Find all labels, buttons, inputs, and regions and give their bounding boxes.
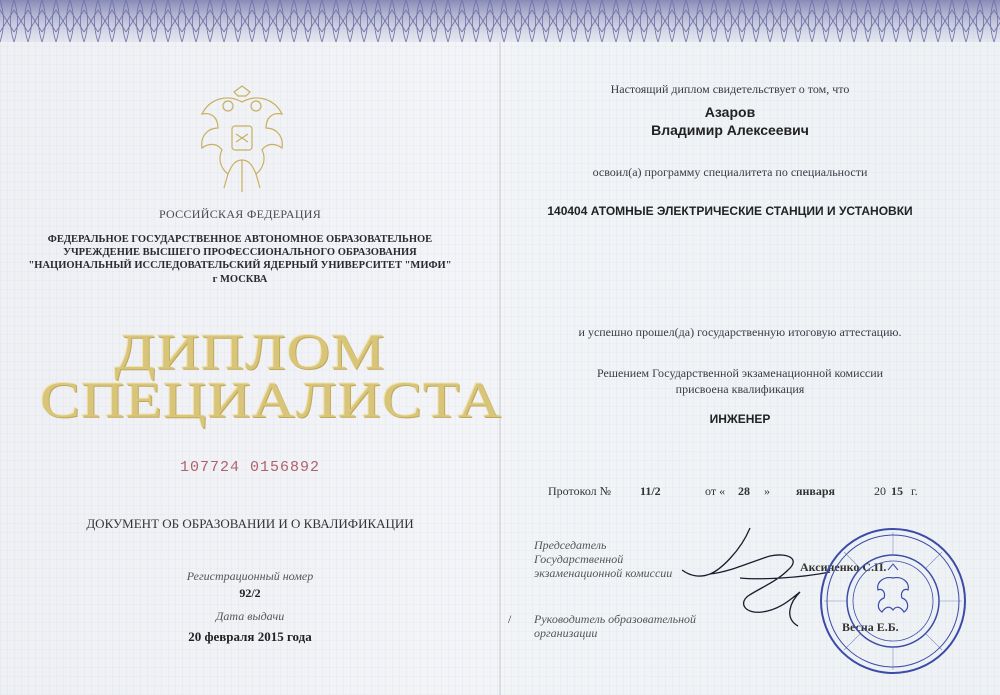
institution-line-1: ФЕДЕРАЛЬНОЕ ГОСУДАРСТВЕННОЕ АВТОНОМНОЕ ОБРАЗОВАТЕЛЬНОЕ — [47, 234, 433, 245]
commission-decision-line-2: присвоена квалификация — [675, 382, 805, 396]
chair-label-line-2: Государственной — [534, 552, 624, 566]
program-text: освоил(а) программу специалитета по специальности — [592, 165, 868, 179]
attestation-text: и успешно прошел(да) государственную итоговую аттестацию. — [578, 325, 902, 339]
issue-date-value: 20 февраля 2015 года — [188, 629, 312, 644]
head-label-line-1: Руководитель образовательной — [534, 612, 697, 626]
diploma-title-line-1: ДИПЛОМ — [114, 324, 386, 381]
round-seal-stamp-icon — [818, 526, 968, 676]
issue-date-label: Дата выдачи — [215, 609, 285, 623]
graduate-surname: Азаров — [704, 104, 756, 120]
protocol-year-suffix: 15 — [891, 484, 903, 498]
protocol-label: Протокол № — [548, 484, 612, 498]
institution-line-2: УЧРЕЖДЕНИЕ ВЫСШЕГО ПРОФЕССИОНАЛЬНОГО ОБРАЗОВАНИЯ — [63, 247, 417, 258]
protocol-year-unit: г. — [911, 484, 918, 498]
protocol-day: 28 — [738, 484, 750, 498]
commission-decision-line-1: Решением Государственной экзаменационной комиссии — [596, 366, 884, 380]
qualification-value: ИНЖЕНЕР — [709, 412, 771, 426]
serial-number: 107724 0156892 — [179, 459, 321, 476]
protocol-year-prefix: 20 — [874, 484, 886, 498]
country-label: РОССИЙСКАЯ ФЕДЕРАЦИЯ — [158, 207, 322, 221]
chair-label-line-1: Председатель — [534, 538, 607, 552]
protocol-day-close: » — [764, 484, 770, 498]
graduate-given-names: Владимир Алексеевич — [651, 122, 809, 138]
guilloche-border — [0, 0, 1000, 42]
slash-mark: / — [508, 612, 512, 626]
protocol-month: января — [796, 484, 836, 498]
protocol-from-label: от « — [705, 484, 726, 498]
head-label-line-2: организации — [534, 626, 598, 640]
institution-city: г МОСКВА — [212, 274, 268, 285]
diploma-title-line-2: СПЕЦИАЛИСТА — [40, 372, 503, 429]
reg-number-label: Регистрационный номер — [186, 569, 314, 583]
head-name: Весна Е.Б. — [842, 620, 899, 634]
intro-text: Настоящий диплом свидетельствует о том, что — [610, 82, 850, 96]
institution-line-3: "НАЦИОНАЛЬНЫЙ ИССЛЕДОВАТЕЛЬСКИЙ ЯДЕРНЫЙ УНИВЕРСИТЕТ "МИФИ" — [28, 260, 452, 271]
protocol-number: 11/2 — [640, 484, 661, 498]
document-type: ДОКУМЕНТ ОБ ОБРАЗОВАНИИ И О КВАЛИФИКАЦИИ — [86, 516, 414, 531]
chair-name: Аксиненко С.П. — [800, 560, 887, 574]
page-fold — [499, 42, 501, 695]
double-headed-eagle-emblem-icon — [188, 84, 296, 196]
reg-number-value: 92/2 — [239, 586, 261, 600]
chair-label-line-3: экзаменационной комиссии — [534, 566, 673, 580]
specialty-value: 140404 АТОМНЫЕ ЭЛЕКТРИЧЕСКИЕ СТАНЦИИ И УСТАНОВКИ — [547, 204, 913, 218]
